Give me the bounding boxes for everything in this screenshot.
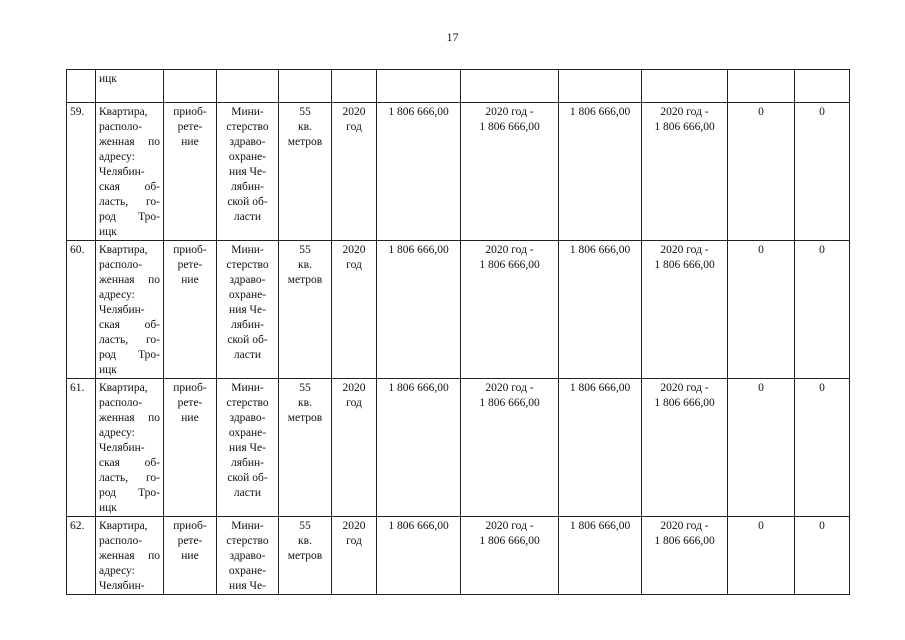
object-line: Челябин- <box>99 166 145 178</box>
customer-line: ласти <box>233 487 262 499</box>
object-line: располо- <box>99 259 143 271</box>
funding-line: 1 806 666,00 <box>479 397 540 409</box>
cell-method <box>164 103 217 241</box>
object-line: род Тро- <box>99 349 160 361</box>
cell-col11 <box>795 70 850 103</box>
customer-line: лябин- <box>230 181 265 193</box>
method-line: приоб- <box>173 382 207 394</box>
funding-line: 2020 год - <box>485 382 534 394</box>
customer-line: стерство <box>226 121 269 133</box>
object-line: адресу: <box>99 427 135 439</box>
cell-funding <box>461 70 559 103</box>
cell-object <box>96 241 164 379</box>
cell-cost <box>377 103 461 241</box>
object-line: ская об- <box>99 181 160 193</box>
customer-line: ласти <box>233 349 262 361</box>
object-line: род Тро- <box>99 211 160 223</box>
object-line: ицк <box>99 502 117 514</box>
funding2-line: 1 806 666,00 <box>654 535 715 547</box>
customer-line: Мини- <box>231 106 264 118</box>
area-line: 55 <box>299 106 311 118</box>
table-row <box>67 379 850 517</box>
cell-total <box>559 103 642 241</box>
year-line: год <box>346 121 362 133</box>
cell-num <box>67 517 96 595</box>
object-line: ицк <box>99 226 117 238</box>
object-line: адресу: <box>99 289 135 301</box>
method-line: рете- <box>177 535 203 547</box>
method-line: приоб- <box>173 520 207 532</box>
objects-table <box>66 69 850 595</box>
table-row <box>67 517 850 595</box>
area-line: метров <box>287 550 323 562</box>
customer-line: Мини- <box>231 244 264 256</box>
object-line: располо- <box>99 121 143 133</box>
table-row-continued <box>67 70 850 103</box>
cell-area <box>279 103 332 241</box>
row-number: 59. <box>70 106 85 118</box>
area-line: метров <box>287 136 323 148</box>
cell-year <box>332 103 377 241</box>
cell-customer <box>217 103 279 241</box>
object-line: ицк <box>99 364 117 376</box>
cell-object <box>96 379 164 517</box>
cell-method <box>164 379 217 517</box>
year-line: 2020 <box>342 382 366 394</box>
cost-value: 1 806 666,00 <box>388 382 449 394</box>
year-line: 2020 <box>342 244 366 256</box>
area-line: метров <box>287 274 323 286</box>
cell-funding2 <box>642 517 728 595</box>
customer-line: здраво- <box>229 136 266 148</box>
cell-object <box>96 70 164 103</box>
object-line: адресу: <box>99 151 135 163</box>
area-line: 55 <box>299 382 311 394</box>
customer-line: ния Че- <box>229 304 266 316</box>
customer-line: ласти <box>233 211 262 223</box>
cell-col10 <box>728 70 795 103</box>
year-line: 2020 <box>342 106 366 118</box>
cell-funding <box>461 379 559 517</box>
customer-line: ния Че- <box>229 442 266 454</box>
funding-line: 1 806 666,00 <box>479 259 540 271</box>
col10-value: 0 <box>758 244 764 256</box>
cell-num <box>67 241 96 379</box>
object-line: женная по <box>99 136 160 148</box>
object-line: ская об- <box>99 319 160 331</box>
object-line: располо- <box>99 397 143 409</box>
col10-value: 0 <box>758 106 764 118</box>
area-line: кв. <box>298 397 312 409</box>
row-number: 61. <box>70 382 85 394</box>
funding-line: 2020 год - <box>485 106 534 118</box>
customer-line: стерство <box>226 397 269 409</box>
cell-col11 <box>795 379 850 517</box>
funding2-line: 1 806 666,00 <box>654 259 715 271</box>
col11-value: 0 <box>819 382 825 394</box>
col11-value: 0 <box>819 244 825 256</box>
method-line: рете- <box>177 397 203 409</box>
object-line: женная по <box>99 274 160 286</box>
customer-line: здраво- <box>229 412 266 424</box>
method-line: рете- <box>177 121 203 133</box>
year-line: год <box>346 535 362 547</box>
funding2-line: 2020 год - <box>660 106 709 118</box>
cell-year <box>332 70 377 103</box>
customer-line: здраво- <box>229 274 266 286</box>
cell-year <box>332 517 377 595</box>
cell-num <box>67 379 96 517</box>
object-line: Квартира, <box>99 382 148 394</box>
cell-method <box>164 517 217 595</box>
customer-line: стерство <box>226 535 269 547</box>
object-line: Квартира, <box>99 106 148 118</box>
customer-line: охране- <box>228 427 267 439</box>
total-value: 1 806 666,00 <box>569 382 631 394</box>
object-line: Квартира, <box>99 520 148 532</box>
cell-object <box>96 103 164 241</box>
customer-line: ской об- <box>227 334 268 346</box>
cost-value: 1 806 666,00 <box>388 520 449 532</box>
cell-funding <box>461 517 559 595</box>
cell-funding <box>461 241 559 379</box>
continued-fragment: ицк <box>99 73 117 85</box>
col11-value: 0 <box>819 520 825 532</box>
total-value: 1 806 666,00 <box>569 106 631 118</box>
funding2-line: 2020 год - <box>660 382 709 394</box>
cell-method <box>164 70 217 103</box>
row-number: 62. <box>70 520 85 532</box>
cell-funding2 <box>642 70 728 103</box>
cell-col10 <box>728 517 795 595</box>
cell-customer <box>217 517 279 595</box>
funding-line: 2020 год - <box>485 244 534 256</box>
object-line: ласть, го- <box>99 472 160 484</box>
cell-funding <box>461 103 559 241</box>
col10-value: 0 <box>758 520 764 532</box>
object-line: располо- <box>99 535 143 547</box>
object-line: род Тро- <box>99 487 160 499</box>
method-line: ние <box>181 136 199 148</box>
cell-customer <box>217 379 279 517</box>
funding-line: 2020 год - <box>485 520 534 532</box>
object-line: адресу: <box>99 565 135 577</box>
customer-line: стерство <box>226 259 269 271</box>
cell-customer <box>217 70 279 103</box>
cell-funding2 <box>642 103 728 241</box>
customer-line: ния Че- <box>229 166 266 178</box>
customer-line: Мини- <box>231 520 264 532</box>
cell-col11 <box>795 103 850 241</box>
cell-customer <box>217 241 279 379</box>
method-line: приоб- <box>173 244 207 256</box>
cell-year <box>332 241 377 379</box>
area-line: кв. <box>298 121 312 133</box>
cell-col11 <box>795 517 850 595</box>
customer-line: охране- <box>228 289 267 301</box>
method-line: ние <box>181 412 199 424</box>
customer-line: лябин- <box>230 457 265 469</box>
cell-cost <box>377 70 461 103</box>
area-line: 55 <box>299 520 311 532</box>
cell-total <box>559 241 642 379</box>
customer-line: ской об- <box>227 196 268 208</box>
cell-funding2 <box>642 241 728 379</box>
col10-value: 0 <box>758 382 764 394</box>
cell-year <box>332 379 377 517</box>
cell-col10 <box>728 379 795 517</box>
cell-area <box>279 241 332 379</box>
customer-line: здраво- <box>229 550 266 562</box>
cell-col10 <box>728 241 795 379</box>
cell-area <box>279 517 332 595</box>
cell-num <box>67 70 96 103</box>
cell-total <box>559 70 642 103</box>
funding2-line: 2020 год - <box>660 244 709 256</box>
area-line: 55 <box>299 244 311 256</box>
year-line: год <box>346 397 362 409</box>
object-line: женная по <box>99 412 160 424</box>
cost-value: 1 806 666,00 <box>388 106 449 118</box>
method-line: ние <box>181 550 199 562</box>
object-line: Квартира, <box>99 244 148 256</box>
object-line: Челябин- <box>99 304 145 316</box>
area-line: метров <box>287 412 323 424</box>
cell-total <box>559 517 642 595</box>
cell-method <box>164 241 217 379</box>
area-line: кв. <box>298 535 312 547</box>
funding2-line: 2020 год - <box>660 520 709 532</box>
cell-col11 <box>795 241 850 379</box>
customer-line: Мини- <box>231 382 264 394</box>
cell-cost <box>377 241 461 379</box>
page-number: 17 <box>446 30 459 44</box>
object-line: ласть, го- <box>99 196 160 208</box>
area-line: кв. <box>298 259 312 271</box>
table-row <box>67 241 850 379</box>
cell-funding2 <box>642 379 728 517</box>
object-line: женная по <box>99 550 160 562</box>
table-row <box>67 103 850 241</box>
year-line: год <box>346 259 362 271</box>
funding-line: 1 806 666,00 <box>479 535 540 547</box>
total-value: 1 806 666,00 <box>569 244 631 256</box>
cell-cost <box>377 517 461 595</box>
cell-col10 <box>728 103 795 241</box>
total-value: 1 806 666,00 <box>569 520 631 532</box>
method-line: рете- <box>177 259 203 271</box>
object-line: ская об- <box>99 457 160 469</box>
cell-area <box>279 70 332 103</box>
customer-line: лябин- <box>230 319 265 331</box>
cell-object <box>96 517 164 595</box>
method-line: приоб- <box>173 106 207 118</box>
funding2-line: 1 806 666,00 <box>654 397 715 409</box>
cell-area <box>279 379 332 517</box>
customer-line: охране- <box>228 565 267 577</box>
object-line: Челябин- <box>99 580 145 592</box>
funding2-line: 1 806 666,00 <box>654 121 715 133</box>
cost-value: 1 806 666,00 <box>388 244 449 256</box>
row-number: 60. <box>70 244 85 256</box>
customer-line: охране- <box>228 151 267 163</box>
funding-line: 1 806 666,00 <box>479 121 540 133</box>
cell-num <box>67 103 96 241</box>
customer-line: ния Че- <box>229 580 266 592</box>
cell-cost <box>377 379 461 517</box>
customer-line: ской об- <box>227 472 268 484</box>
col11-value: 0 <box>819 106 825 118</box>
cell-total <box>559 379 642 517</box>
year-line: 2020 <box>342 520 366 532</box>
object-line: ласть, го- <box>99 334 160 346</box>
object-line: Челябин- <box>99 442 145 454</box>
method-line: ние <box>181 274 199 286</box>
